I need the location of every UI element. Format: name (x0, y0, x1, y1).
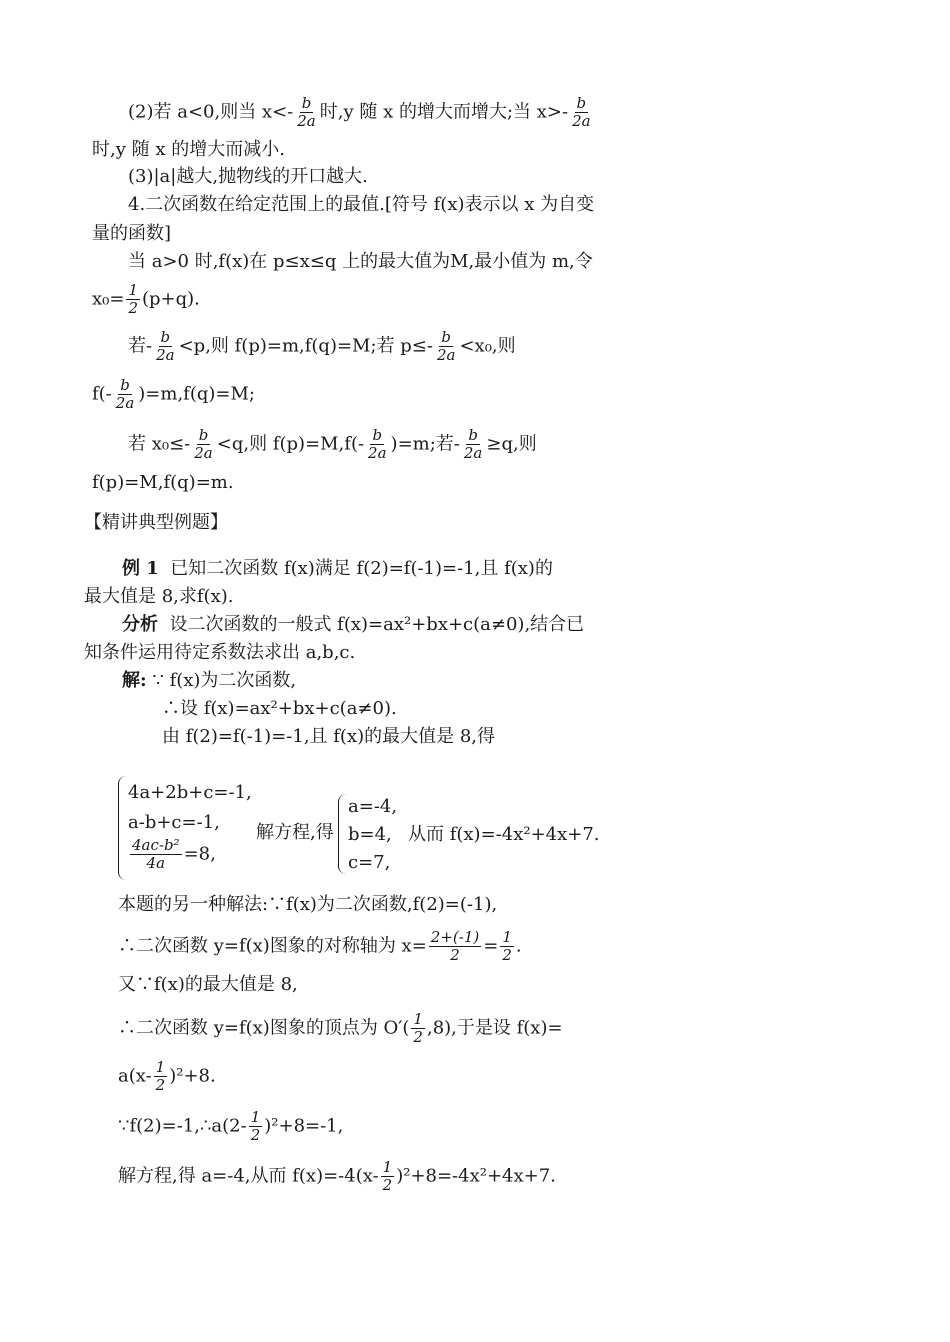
fraction: $\frac{1}{2}$ (250, 1108, 261, 1144)
fraction: $\frac{1}{2}$ (128, 281, 138, 317)
alt-line3: 又∵f(x)的最大值是 8, (118, 974, 298, 995)
alt-line1: 本题的另一种解法:∵f(x)为二次函数,f(2)=(-1), (118, 894, 498, 915)
case2-line2: f(p)=M,f(q)=m. (92, 472, 234, 493)
solve-text: 解方程,得 (256, 822, 334, 843)
text: 时,y 随 x 的增大而增大;当 x>- (319, 101, 569, 123)
fraction: $\frac{2+(-1)}{2}$ (430, 928, 480, 964)
fraction: $\frac{b}{2a}$ (115, 376, 135, 412)
solution-line3: 由 f(2)=f(-1)=-1,且 f(x)的最大值是 8,得 (162, 726, 496, 747)
system-eq1: 4a+2b+c=-1, (128, 782, 252, 803)
alt-line5: a(x- $\frac{1}{2}$ )²+8. (118, 1058, 216, 1094)
case1-line2: f(- $\frac{b}{2a}$ )=m,f(q)=M; (92, 376, 255, 412)
fraction: $\frac{1}{2}$ (382, 1158, 393, 1194)
item-3: (3)|a|越大,抛物线的开口越大. (128, 166, 368, 187)
result-a: a=-4, (348, 796, 398, 817)
solution-label: 解: (122, 670, 147, 691)
fraction: $\frac{b}{2a}$ (297, 94, 316, 130)
fraction: $\frac{b}{2a}$ (572, 94, 591, 130)
system-eq3: $\frac{\text{4ac-b²}}{4a}$ =8, (132, 836, 216, 872)
result-b: b=4, (348, 824, 392, 845)
right-brace (338, 794, 347, 874)
x0-definition: x₀= $\frac{1}{2}$ (p+q). (92, 281, 200, 317)
alt-line2: ∴二次函数 y=f(x)图象的对称轴为 x= $\frac{2+(-1)}{2}$ = $\frac{1}{2}$ . (118, 928, 522, 964)
fraction: $\frac{b}{2a}$ (368, 426, 387, 462)
solution-line2: ∴设 f(x)=ax²+bx+c(a≠0). (162, 698, 397, 719)
alt-line6: ∵f(2)=-1,∴a(2- $\frac{1}{2}$ )²+8=-1, (118, 1108, 344, 1144)
fraction: $\frac{b}{2a}$ (463, 426, 483, 462)
fraction: $\frac{\text{4ac-b²}}{4a}$ (132, 836, 180, 872)
left-brace (118, 776, 127, 880)
fraction: $\frac{b}{2a}$ (436, 328, 456, 364)
fraction: $\frac{b}{2a}$ (156, 328, 175, 364)
system-eq2: a-b+c=-1, (128, 812, 220, 833)
solution-line1: 解: ∵ f(x)为二次函数, (122, 670, 297, 691)
fraction: $\frac{1}{2}$ (413, 1010, 423, 1046)
item-2-line1 (128, 96, 595, 129)
section-title: 【精讲典型例题】 (84, 512, 228, 533)
fraction: $\frac{b}{2a}$ (194, 426, 213, 462)
result-text: 从而 f(x)=-4x²+4x+7. (408, 824, 600, 845)
min-max-intro: 当 a>0 时,f(x)在 p≤x≤q 上的最大值为M,最小值为 m,令 (128, 251, 593, 272)
analysis-label: 分析 (122, 614, 158, 635)
analysis-line2: 知条件运用待定系数法求出 a,b,c. (84, 642, 356, 663)
example-1-line2: 最大值是 8,求f(x). (84, 586, 234, 607)
example-1-line1: 例 1 已知二次函数 f(x)满足 f(2)=f(-1)=-1,且 f(x)的 (122, 558, 553, 579)
item-2-line2: 时,y 随 x 的增大而减小. (92, 139, 285, 160)
case2-line1: 若 x₀≤- $\frac{b}{2a}$ <q,则 f(p)=M,f(- $\frac{b}{2a}$ )=m;若- $\frac{b}{2a}$ ≥q,则 (128, 426, 537, 462)
case1-line1: 若- $\frac{b}{2a}$ <p,则 f(p)=m,f(q)=M;若 p≤- $\frac{b}{2a}$ <x₀,则 (128, 328, 516, 364)
text: (2)若 a<0,则当 x<- (128, 101, 294, 123)
alt-line4: ∴二次函数 y=f(x)图象的顶点为 O′( $\frac{1}{2}$ ,8),于是设 f(x)= (118, 1010, 563, 1046)
example-label: 例 1 (122, 558, 159, 579)
item-4-line1: 4.二次函数在给定范围上的最值.[符号 f(x)表示以 x 为自变 (128, 194, 595, 215)
result-c: c=7, (348, 852, 391, 873)
alt-line7: 解方程,得 a=-4,从而 f(x)=-4(x- $\frac{1}{2}$ )²+8=-4x²+4x+7. (118, 1158, 556, 1194)
analysis-line1: 分析 设二次函数的一般式 f(x)=ax²+bx+c(a≠0),结合已 (122, 614, 585, 635)
fraction: $\frac{1}{2}$ (155, 1058, 166, 1094)
item-4-line2: 量的函数] (92, 223, 172, 244)
fraction: $\frac{1}{2}$ (502, 928, 512, 964)
